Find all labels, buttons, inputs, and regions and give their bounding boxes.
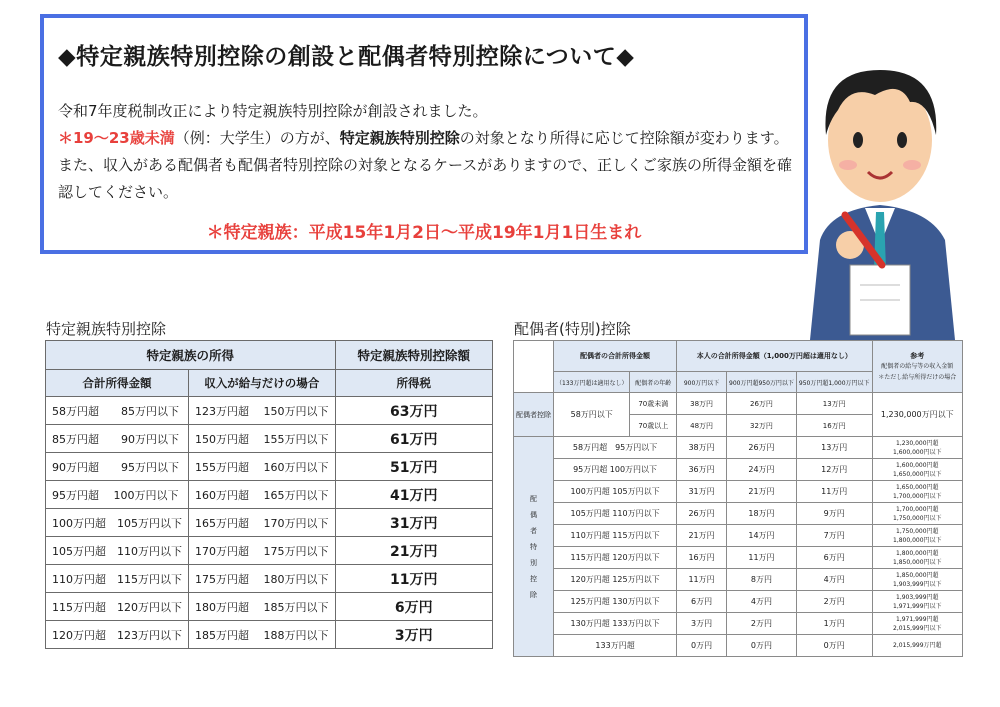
cell-900: 38万円 [677,437,727,459]
table-row [514,569,963,591]
table-row [46,397,493,425]
special-label-char: 配 [530,494,537,503]
salary-cell: 175万円超 180万円以下 [189,565,336,593]
reference-cell [872,481,962,503]
cell-900: 36万円 [677,459,727,481]
section-title-spouse: 配偶者(特別)控除 [514,320,631,338]
table-row [514,525,963,547]
cell-950: 24万円 [727,459,797,481]
header-900: 900万円以下 [677,372,727,393]
special-label-char: 除 [530,590,537,599]
cell-1000: 13万円 [796,437,872,459]
info-red-age: ＊19～23歳未満 [58,129,175,147]
reference-to: 1,750,000円以下 [893,514,942,522]
reference-from: 2,015,999万円超 [893,642,942,649]
header-deduction-amount: 特定親族特別控除額 [335,341,493,370]
salary-cell: 170万円超 175万円以下 [189,537,336,565]
reference-to: 1,800,000円以下 [893,536,942,544]
special-label-char: 特 [530,542,537,551]
deduction-amount-cell: 31万円 [335,509,493,537]
cell-900: 16万円 [677,547,727,569]
spouse-income-cell: 58万円超 95万円以下 [554,437,677,459]
deduction-amount-cell: 41万円 [335,481,493,509]
cell-900: 6万円 [677,591,727,613]
base-income: 58万円以下 [554,393,630,437]
over70-a: 48万円 [677,415,727,437]
spouse-deduction-label: 配偶者控除 [514,393,554,437]
cell-900: 0万円 [677,635,727,657]
table-row [46,621,493,649]
table-row [46,565,493,593]
cell-1000: 0万円 [796,635,872,657]
table-row [514,613,963,635]
reference-cell [872,437,962,459]
deduction-amount-cell: 63万円 [335,397,493,425]
table-row [46,425,493,453]
cell-900: 3万円 [677,613,727,635]
deduction-amount-cell: 21万円 [335,537,493,565]
cell-950: 21万円 [727,481,797,503]
info-bold-term: 特定親族特別控除 [339,129,460,147]
base-reference: 1,230,000万円以下 [872,393,962,437]
table-row [514,459,963,481]
info-line2: の対象となり所得に応じて控除額が変わります。また、収入がある配偶者も配偶者特別控除の対象となるケースがありますので、正しくご家族の所得金額を確認してください。 [58,129,792,201]
cell-1000: 1万円 [796,613,872,635]
info-note: ＊特定親族：平成15年1月2日～平成19年1月1日生まれ [206,223,642,243]
total-income-cell: 120万円超 123万円以下 [46,621,189,649]
table-row [514,503,963,525]
spouse-income-cell: 133万円超 [554,635,677,657]
deduction-amount-cell: 6万円 [335,593,493,621]
info-box [40,14,808,254]
spouse-income-cell: 100万円超 105万円以下 [554,481,677,503]
reference-to: 1,903,999円以下 [893,580,942,588]
header-133-note: （133万円超は適用なし） [554,372,630,393]
deduction-amount-cell: 51万円 [335,453,493,481]
table-row [514,591,963,613]
header-relative-income: 特定親族の所得 [46,341,336,370]
salary-cell: 150万円超 155万円以下 [189,425,336,453]
spouse-income-cell: 110万円超 115万円以下 [554,525,677,547]
reference-cell [872,547,962,569]
info-example: （例：大学生）の方が、 [174,129,340,147]
total-income-cell: 85万円超 90万円以下 [46,425,189,453]
cell-1000: 9万円 [796,503,872,525]
spouse-income-cell: 105万円超 110万円以下 [554,503,677,525]
salary-cell: 123万円超 150万円以下 [189,397,336,425]
reference-from: 1,800,000円超 [896,549,939,557]
spouse-income-cell: 115万円超 120万円以下 [554,547,677,569]
table-row [514,437,963,459]
reference-from: 1,600,000円超 [896,461,939,469]
special-label-char: 者 [530,526,537,535]
ref-title: 参考 [910,351,925,360]
table-row [46,593,493,621]
over70-b: 32万円 [727,415,797,437]
reference-to: 1,971,999円以下 [893,602,942,610]
cell-1000: 11万円 [796,481,872,503]
total-income-cell: 100万円超 105万円以下 [46,509,189,537]
info-title: ◆特定親族特別控除の創設と配偶者特別控除について◆ [58,44,635,70]
total-income-cell: 95万円超 100万円以下 [46,481,189,509]
businessman-illustration [790,40,970,340]
salary-cell: 165万円超 170万円以下 [189,509,336,537]
reference-cell [872,613,962,635]
salary-cell: 185万円超 188万円以下 [189,621,336,649]
cell-1000: 4万円 [796,569,872,591]
special-label-char: 別 [530,558,537,567]
cell-950: 8万円 [727,569,797,591]
total-income-cell: 90万円超 95万円以下 [46,453,189,481]
specific-relative-table [45,340,493,649]
reference-cell [872,591,962,613]
table-row [46,509,493,537]
info-line1: 令和7年度税制改正により特定親族特別控除が創設されました。 [58,102,488,120]
cell-1000: 6万円 [796,547,872,569]
under70-a: 38万円 [677,393,727,415]
reference-from: 1,650,000円超 [896,483,939,491]
deduction-amount-cell: 3万円 [335,621,493,649]
reference-cell [872,635,962,657]
cell-950: 18万円 [727,503,797,525]
salary-cell: 155万円超 160万円以下 [189,453,336,481]
cell-900: 31万円 [677,481,727,503]
age-under70: 70歳未満 [630,393,677,415]
cell-950: 4万円 [727,591,797,613]
table-row [514,547,963,569]
reference-cell [872,503,962,525]
cell-1000: 2万円 [796,591,872,613]
section-title-specific-relative: 特定親族特別控除 [46,320,167,338]
over70-c: 16万円 [796,415,872,437]
deduction-amount-cell: 11万円 [335,565,493,593]
spouse-income-cell: 120万円超 125万円以下 [554,569,677,591]
reference-cell [872,569,962,591]
cell-950: 14万円 [727,525,797,547]
subheader-income-tax: 所得税 [335,370,493,397]
subheader-salary-only: 収入が給与だけの場合 [189,370,336,397]
reference-from: 1,850,000円超 [896,571,939,579]
table-row [46,481,493,509]
header-own-income: 本人の合計所得金額（1,000万円超は適用なし） [677,341,872,372]
reference-from: 1,971,999円超 [896,615,939,623]
spouse-income-cell: 130万円超 133万円以下 [554,613,677,635]
table-row [46,537,493,565]
deduction-amount-cell: 61万円 [335,425,493,453]
reference-to: 1,650,000円以下 [893,470,942,478]
spouse-deduction-table [513,340,963,657]
under70-c: 13万円 [796,393,872,415]
cell-950: 0万円 [727,635,797,657]
cell-950: 2万円 [727,613,797,635]
table-row [514,635,963,657]
total-income-cell: 110万円超 115万円以下 [46,565,189,593]
total-income-cell: 115万円超 120万円以下 [46,593,189,621]
cell-900: 21万円 [677,525,727,547]
reference-to: 1,700,000円以下 [893,492,942,500]
reference-to: 1,600,000円以下 [893,448,942,456]
spouse-income-cell: 125万円超 130万円以下 [554,591,677,613]
cell-1000: 12万円 [796,459,872,481]
total-income-cell: 58万円超 85万円以下 [46,397,189,425]
left-table-body [46,397,493,649]
info-body [58,98,798,206]
right-table-body [514,437,963,657]
reference-to: 1,850,000円以下 [893,558,942,566]
spouse-special-label [514,437,554,657]
ref-subtitle: 配偶者の給与等の収入金額 [881,362,954,370]
subheader-total-income: 合計所得金額 [46,370,189,397]
reference-from: 1,700,000円超 [896,505,939,513]
reference-from: 1,230,000円超 [896,439,939,447]
reference-from: 1,903,999円超 [896,593,939,601]
header-spouse-income: 配偶者の合計所得金額 [554,341,677,372]
cell-950: 11万円 [727,547,797,569]
table-row [46,453,493,481]
spouse-income-cell: 95万円超 100万円以下 [554,459,677,481]
reference-from: 1,750,000円超 [896,527,939,535]
reference-cell [872,459,962,481]
header-spouse-age: 配偶者の年齢 [630,372,677,393]
header-reference [872,341,962,393]
cell-900: 11万円 [677,569,727,591]
under70-b: 26万円 [727,393,797,415]
salary-cell: 160万円超 165万円以下 [189,481,336,509]
cell-1000: 7万円 [796,525,872,547]
reference-cell [872,525,962,547]
salary-cell: 180万円超 185万円以下 [189,593,336,621]
ref-note: ＊ただし給与所得だけの場合 [878,373,957,381]
cell-950: 26万円 [727,437,797,459]
cell-900: 26万円 [677,503,727,525]
table-row [514,481,963,503]
special-label-char: 控 [530,574,537,583]
age-over70: 70歳以上 [630,415,677,437]
header-1000: 950万円超1,000万円以下 [796,372,872,393]
header-950: 900万円超950万円以下 [727,372,797,393]
total-income-cell: 105万円超 110万円以下 [46,537,189,565]
special-label-char: 偶 [530,510,537,519]
reference-to: 2,015,999円以下 [893,624,942,632]
